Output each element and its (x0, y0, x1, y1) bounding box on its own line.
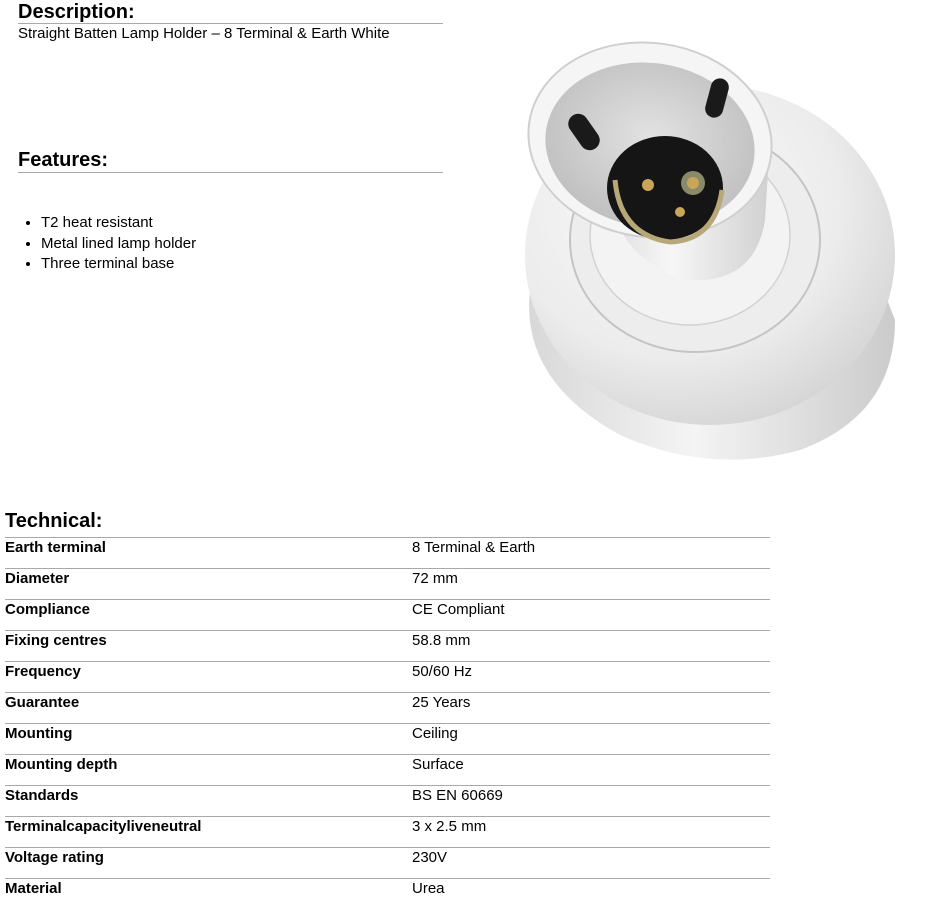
spec-value: CE Compliant (412, 600, 770, 631)
table-row (5, 569, 770, 600)
table-row (5, 848, 770, 879)
features-rule (18, 172, 443, 173)
spec-value: Ceiling (412, 724, 770, 755)
features-heading: Features: (18, 149, 108, 171)
spec-label: Frequency (5, 662, 412, 693)
table-row (5, 879, 770, 909)
table-row (5, 600, 770, 631)
features-list (18, 213, 196, 275)
table-row (5, 631, 770, 662)
feature-item: • Three terminal base (41, 254, 196, 275)
lamp-holder-image (500, 30, 920, 480)
description-heading: Description: (18, 1, 135, 23)
spec-value: 72 mm (412, 569, 770, 600)
feature-item: • Metal lined lamp holder (41, 234, 196, 255)
spec-label: Diameter (5, 569, 412, 600)
spec-label: Voltage rating (5, 848, 412, 879)
spec-label: Mounting depth (5, 755, 412, 786)
spec-value: 230V (412, 848, 770, 879)
spec-value: 50/60 Hz (412, 662, 770, 693)
spec-label: Material (5, 879, 412, 909)
table-row (5, 755, 770, 786)
description-rule (18, 23, 443, 24)
table-row (5, 724, 770, 755)
spec-value: 8 Terminal & Earth (412, 538, 770, 569)
table-row (5, 786, 770, 817)
spec-label: Compliance (5, 600, 412, 631)
spec-label: Earth terminal (5, 538, 412, 569)
table-row (5, 817, 770, 848)
spec-value: 25 Years (412, 693, 770, 724)
table-row (5, 538, 770, 569)
description-text: Straight Batten Lamp Holder – 8 Terminal & Earth White (18, 25, 390, 43)
spec-label: Fixing centres (5, 631, 412, 662)
table-row (5, 693, 770, 724)
spec-label: Standards (5, 786, 412, 817)
spec-value: Urea (412, 879, 770, 909)
spec-value: BS EN 60669 (412, 786, 770, 817)
spec-value: 58.8 mm (412, 631, 770, 662)
technical-table (5, 537, 770, 909)
spec-label: Terminalcapacityliveneutral (5, 817, 412, 848)
spec-label: Mounting (5, 724, 412, 755)
table-row (5, 662, 770, 693)
spec-label: Guarantee (5, 693, 412, 724)
spec-value: Surface (412, 755, 770, 786)
technical-heading: Technical: (5, 510, 102, 532)
feature-item: • T2 heat resistant (41, 213, 196, 234)
spec-value: 3 x 2.5 mm (412, 817, 770, 848)
